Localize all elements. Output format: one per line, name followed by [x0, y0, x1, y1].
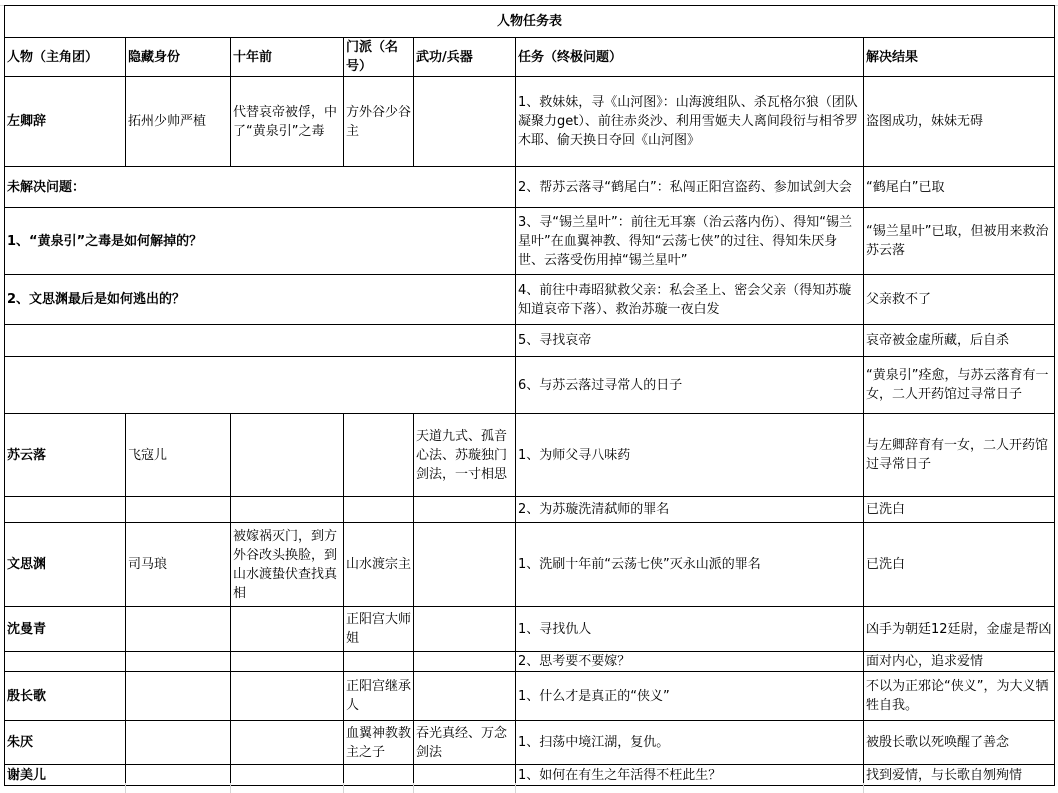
cell-hidden[interactable]: 飞寇儿	[126, 414, 231, 497]
cell-task[interactable]: 1、救妹妹，寻《山河图》：山海渡组队、杀瓦格尔狼（团队凝聚力get）、前往赤炎沙、利用雪姬夫人离间段衍与相爷罗木耶、偷天换日夺回《山河图》	[516, 77, 864, 167]
cell-empty[interactable]	[126, 497, 231, 523]
cell-martial[interactable]	[414, 77, 516, 167]
cell-empty[interactable]	[126, 652, 231, 672]
cell-martial[interactable]	[414, 672, 516, 721]
cell-result[interactable]: 哀帝被金虚所藏，后自杀	[864, 325, 1055, 357]
cell-hidden[interactable]: 拓州少帅严植	[126, 77, 231, 167]
cell-empty[interactable]	[414, 497, 516, 523]
cell-name[interactable]: 左卿辞	[5, 77, 126, 167]
cell-task[interactable]: 1、如何在有生之年活得不枉此生？	[516, 765, 864, 786]
cell-result[interactable]: 凶手为朝廷12廷尉，金虚是帮凶	[864, 607, 1055, 652]
cell-task[interactable]: 1、扫荡中境江湖，复仇。	[516, 721, 864, 765]
cell-empty[interactable]	[231, 652, 344, 672]
cell-sect[interactable]: 血翼神教教主之子	[344, 721, 414, 765]
cell-result[interactable]: 不以为正邪论“侠义”，为大义牺牲自我。	[864, 672, 1055, 721]
cell-ten-years[interactable]	[231, 607, 344, 652]
cell-task[interactable]: 1、洗刷十年前“云荡七侠”灭永山派的罪名	[516, 523, 864, 607]
table-row	[5, 325, 1055, 357]
cell-name[interactable]: 苏云落	[5, 414, 126, 497]
cell-task[interactable]: 1、寻找仇人	[516, 607, 864, 652]
cell-ten-years[interactable]: 代替哀帝被俘，中了“黄泉引”之毒	[231, 77, 344, 167]
cell-name[interactable]: 谢美儿	[5, 765, 126, 786]
cell-result[interactable]: 被殷长歌以死唤醒了善念	[864, 721, 1055, 765]
header-result[interactable]: 解决结果	[864, 38, 1055, 77]
cell-ten-years[interactable]	[231, 721, 344, 765]
cell-task-text: 3、寻“锡兰星叶”：前往无耳寨（治云落内伤）、得知“锡兰星叶”在血翼神教、得知“云荡七侠”的过往、得知朱厌身世、云落受伤用掉“锡兰星叶”	[518, 214, 852, 268]
cell-sect[interactable]	[344, 414, 414, 497]
table-row	[5, 167, 1055, 208]
table-row	[5, 523, 1055, 607]
cell-task[interactable]: 4、前往中毒昭狱救父亲：私会圣上、密会父亲（得知苏璇知道哀帝下落）、救治苏璇一夜白发	[516, 275, 864, 325]
table-row	[5, 208, 1055, 275]
cell-ten-years[interactable]	[231, 414, 344, 497]
cell-empty[interactable]	[344, 652, 414, 672]
cell-task[interactable]: 2、帮苏云落寻“鹤尾白”：私闯正阳宫盗药、参加试剑大会	[516, 167, 864, 208]
table-row	[5, 275, 1055, 325]
gridline	[125, 783, 126, 793]
cell-martial[interactable]	[414, 523, 516, 607]
cell-task[interactable]: 1、为师父寻八味药	[516, 414, 864, 497]
table-row	[5, 672, 1055, 721]
gridline	[343, 783, 344, 793]
cell-unresolved-label[interactable]: 未解决问题：	[5, 167, 516, 208]
cell-ten-years[interactable]	[231, 672, 344, 721]
cell-task[interactable]: 2、为苏璇洗清弑师的罪名	[516, 497, 864, 523]
header-character[interactable]: 人物（主角团）	[5, 38, 126, 77]
cell-name[interactable]: 沈曼青	[5, 607, 126, 652]
cell-unresolved-q1[interactable]: 1、“黄泉引”之毒是如何解掉的？	[5, 208, 516, 275]
cell-hidden[interactable]	[126, 607, 231, 652]
cell-martial[interactable]: 吞光真经、万念剑法	[414, 721, 516, 765]
cell-task[interactable]: 5、寻找哀帝	[516, 325, 864, 357]
cell-result[interactable]: 已洗白	[864, 497, 1055, 523]
header-ten-years-ago[interactable]: 十年前	[231, 38, 344, 77]
cell-martial[interactable]	[414, 607, 516, 652]
cell-name[interactable]: 朱厌	[5, 721, 126, 765]
table-title[interactable]: 人物任务表	[5, 6, 1055, 38]
cell-name[interactable]: 殷长歌	[5, 672, 126, 721]
cell-empty[interactable]	[5, 357, 516, 414]
cell-sect[interactable]: 正阳宫大师姐	[344, 607, 414, 652]
gridline	[515, 783, 516, 793]
cell-unresolved-q2[interactable]: 2、文思渊最后是如何逃出的？	[5, 275, 516, 325]
cell-result[interactable]: “鹤尾白”已取	[864, 167, 1055, 208]
cell-hidden[interactable]	[126, 721, 231, 765]
cell-empty[interactable]	[344, 497, 414, 523]
cell-hidden[interactable]	[126, 672, 231, 721]
cell-result[interactable]: 与左卿辞育有一女，二人开药馆过寻常日子	[864, 414, 1055, 497]
empty-sheet-gridlines	[0, 783, 1058, 793]
header-martial-arts[interactable]: 武功/兵器	[414, 38, 516, 77]
gridline	[230, 783, 231, 793]
cell-result[interactable]: 盗图成功，妹妹无碍	[864, 77, 1055, 167]
cell-empty[interactable]	[414, 652, 516, 672]
table-row	[5, 721, 1055, 765]
header-task[interactable]: 任务（终极问题）	[516, 38, 864, 77]
cell-task[interactable]	[516, 208, 864, 275]
cell-name[interactable]: 文思渊	[5, 523, 126, 607]
cell-result[interactable]: 已洗白	[864, 523, 1055, 607]
table-row	[5, 652, 1055, 672]
table-row	[5, 497, 1055, 523]
cell-result[interactable]: 面对内心，追求爱情	[864, 652, 1055, 672]
gridline	[413, 783, 414, 793]
cell-result[interactable]: “黄泉引”痊愈，与苏云落育有一女，二人开药馆过寻常日子	[864, 357, 1055, 414]
cell-task[interactable]: 6、与苏云落过寻常人的日子	[516, 357, 864, 414]
cell-empty[interactable]	[5, 325, 516, 357]
table-row	[5, 607, 1055, 652]
header-row	[5, 38, 1055, 77]
cell-task[interactable]: 2、思考要不要嫁？	[516, 652, 864, 672]
cell-result[interactable]: 父亲救不了	[864, 275, 1055, 325]
table-row	[5, 77, 1055, 167]
gridline	[863, 783, 864, 793]
cell-sect[interactable]: 正阳宫继承人	[344, 672, 414, 721]
cell-empty[interactable]	[231, 497, 344, 523]
cell-result[interactable]: 找到爱情，与长歌自刎殉情	[864, 765, 1055, 786]
cell-martial[interactable]: 天道九式、孤音心法、苏璇独门剑法，一寸相思	[414, 414, 516, 497]
cell-ten-years[interactable]: 被嫁祸灭门，到方外谷改头换脸，到山水渡蛰伏查找真相	[231, 523, 344, 607]
cell-result[interactable]: “锡兰星叶”已取，但被用来救治苏云落	[864, 208, 1055, 275]
character-task-table	[4, 5, 1055, 786]
header-sect[interactable]: 门派（名号）	[344, 38, 414, 77]
cell-task[interactable]: 1、什么才是真正的“侠义”	[516, 672, 864, 721]
table-row	[5, 357, 1055, 414]
table-row	[5, 414, 1055, 497]
cell-sect[interactable]: 方外谷少谷主	[344, 77, 414, 167]
cell-empty[interactable]	[5, 652, 126, 672]
header-hidden-identity[interactable]: 隐藏身份	[126, 38, 231, 77]
cell-sect[interactable]: 山水渡宗主	[344, 523, 414, 607]
cell-empty[interactable]	[5, 497, 126, 523]
cell-hidden[interactable]: 司马琅	[126, 523, 231, 607]
